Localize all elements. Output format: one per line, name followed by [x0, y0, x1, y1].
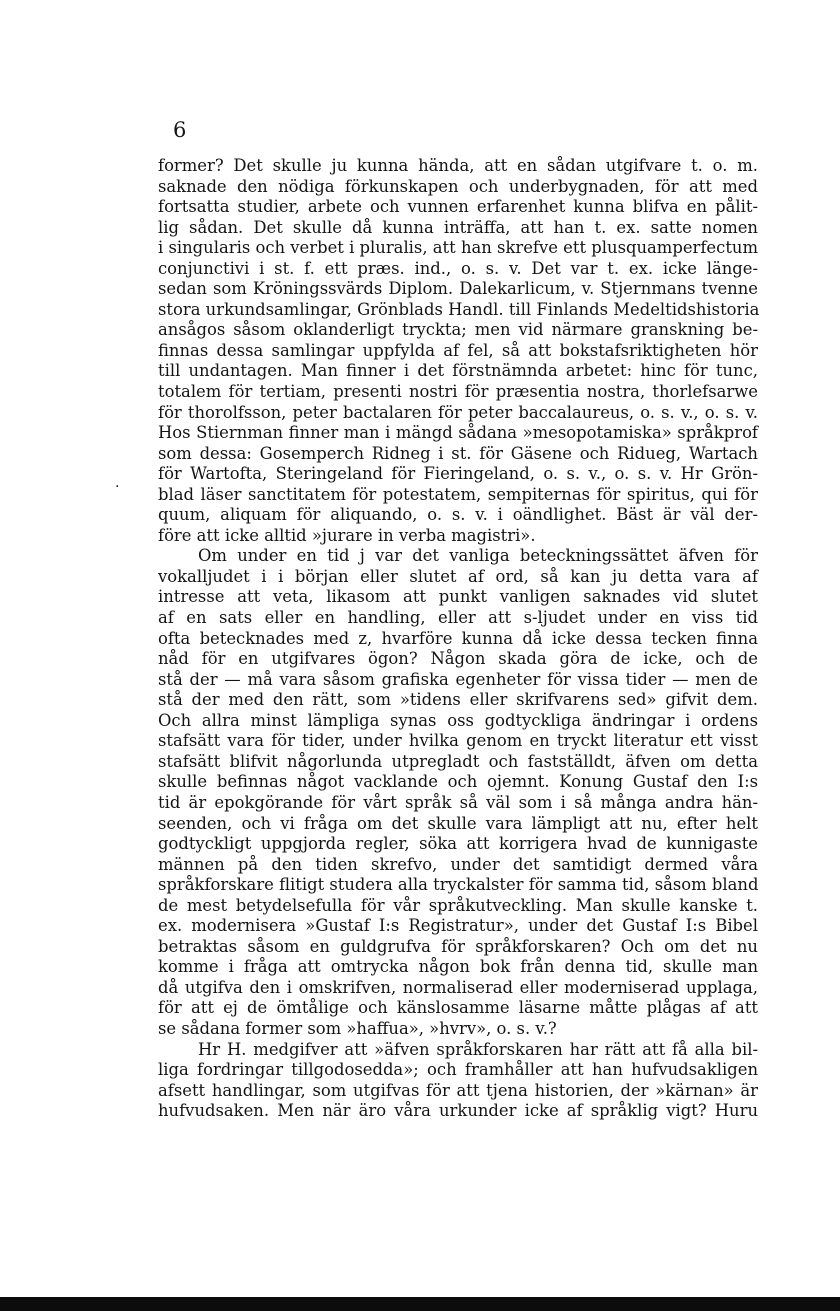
- text-line: nåd för en utgifvares ögon? Någon skada göra de icke, och de: [158, 649, 758, 669]
- text-line: Hos Stiernman finner man i mängd sådana »mesopotamiska» språkprof: [158, 423, 758, 443]
- text-line: former? Det skulle ju kunna hända, att en sådan utgifvare t. o. m.: [158, 156, 758, 175]
- text-line: saknade den nödiga förkunskapen och underbygnaden, för att med: [158, 176, 758, 196]
- text-line: vokalljudet i i början eller slutet af ord, så kan ju detta vara af: [158, 566, 758, 586]
- text-line: för att ej de ömtålige och känslosamme läsarne måtte plågas af att: [158, 998, 758, 1018]
- text-line: stafsätt vara för tider, under hvilka genom en tryckt literatur ett visst: [158, 731, 758, 751]
- text-line: tid är epokgörande för vårt språk så väl som i så många andra hän-: [158, 792, 758, 812]
- text-line: Hr H. medgifver att »äfven språkforskaren har rätt att få alla bil-: [198, 1039, 758, 1059]
- body-text: [158, 156, 758, 1122]
- text-line: männen på den tiden skrefvo, under det samtidigt dermed våra: [158, 854, 758, 874]
- text-line: för Wartofta, Steringeland för Fieringeland, o. s. v., o. s. v. Hr Grön-: [158, 464, 758, 484]
- text-line: liga fordringar tillgodosedda»; och framhåller att han hufvudsakligen: [158, 1060, 758, 1080]
- text-line: Och allra minst lämpliga synas oss godtyckliga ändringar i ordens: [158, 710, 758, 730]
- text-line: se sådana former som »haffua», »hvrv», o. s. v.?: [158, 1018, 557, 1038]
- text-line: stå der med den rätt, som »tidens eller skrifvarens sed» gifvit dem.: [158, 690, 758, 710]
- text-line: de mest betydelsefulla för vår språkutveckling. Man skulle kanske t.: [158, 895, 758, 915]
- text-line: till undantagen. Man finner i det förstnämnda arbetet: hinc för tunc,: [158, 361, 758, 381]
- text-line: Om under en tid j var det vanliga beteckningssättet äfven för: [198, 546, 758, 566]
- text-line: betraktas såsom en guldgrufva för språkforskaren? Och om det nu: [158, 936, 758, 956]
- text-line: språkforskare flitigt studera alla tryckalster för samma tid, såsom bland: [158, 875, 759, 895]
- text-line: fortsatta studier, arbete och vunnen erfarenhet kunna blifva en pålit-: [158, 197, 758, 217]
- text-line: lig sådan. Det skulle då kunna inträffa, att han t. ex. satte nomen: [158, 217, 758, 237]
- text-line: quum, aliquam för aliquando, o. s. v. i oändlighet. Bäst är väl der-: [158, 505, 758, 525]
- text-line: för thorolfsson, peter bactalaren för peter baccalaureus, o. s. v., o. s. v.: [158, 402, 758, 422]
- text-line: komme i fråga att omtrycka någon bok från denna tid, skulle man: [158, 957, 758, 977]
- text-line: seenden, och vi fråga om det skulle vara lämpligt att nu, efter helt: [158, 813, 758, 833]
- text-line: finnas dessa samlingar uppfylda af fel, så att bokstafsriktigheten hör: [158, 340, 758, 360]
- text-line: ofta betecknades med z, hvarföre kunna då icke dessa tecken finna: [158, 628, 758, 648]
- text-line: ansågos såsom oklanderligt tryckta; men vid närmare granskning be-: [158, 320, 758, 340]
- text-line: skulle befinnas något vacklande och ojemnt. Konung Gustaf den I:s: [158, 772, 758, 792]
- text-line: då utgifva den i omskrifven, normaliserad eller moderniserad upplaga,: [158, 977, 758, 997]
- text-line: stafsätt blifvit någorlunda utpregladt och fastställdt, äfven om detta: [158, 751, 758, 771]
- text-line: af en sats eller en handling, eller att s-ljudet under en viss tid: [158, 608, 758, 628]
- text-line: sedan som Kröningssvärds Diplom. Dalekarlicum, v. Stjernmans tvenne: [158, 279, 758, 299]
- text-line: i singularis och verbet i pluralis, att han skrefve ett plusquamperfectum: [158, 238, 758, 258]
- margin-mark: .: [115, 475, 120, 491]
- scan-edge-bar: [0, 1297, 840, 1311]
- text-line: conjunctivi i st. f. ett præs. ind., o. s. v. Det var t. ex. icke länge-: [158, 258, 758, 278]
- text-line: ex. modernisera »Gustaf I:s Registratur», under det Gustaf I:s Bibel: [158, 916, 758, 936]
- text-line: blad läser sanctitatem för potestatem, sempiternas för spiritus, qui för: [158, 484, 758, 504]
- text-line: stå der — må vara såsom grafiska egenheter för vissa tider — men de: [158, 669, 758, 689]
- text-line: intresse att veta, likasom att punkt vanligen saknades vid slutet: [158, 587, 758, 607]
- text-line: stora urkundsamlingar, Grönblads Handl. till Finlands Medeltidshistoria: [158, 299, 760, 319]
- text-line: totalem för tertiam, presenti nostri för præsentia nostra, thorlefsarwe: [158, 382, 758, 402]
- text-line: före att icke alltid »jurare in verba magistri».: [158, 525, 536, 545]
- text-line: afsett handlingar, som utgifvas för att tjena historien, der »kärnan» är: [158, 1080, 758, 1100]
- page-number: 6: [173, 118, 187, 142]
- text-line: godtyckligt uppgjorda regler, söka att korrigera hvad de kunnigaste: [158, 834, 758, 854]
- text-line: hufvudsaken. Men när äro våra urkunder icke af språklig vigt? Huru: [158, 1101, 758, 1121]
- text-line: som dessa: Gosemperch Ridneg i st. för Gäsene och Ridueg, Wartach: [158, 443, 758, 463]
